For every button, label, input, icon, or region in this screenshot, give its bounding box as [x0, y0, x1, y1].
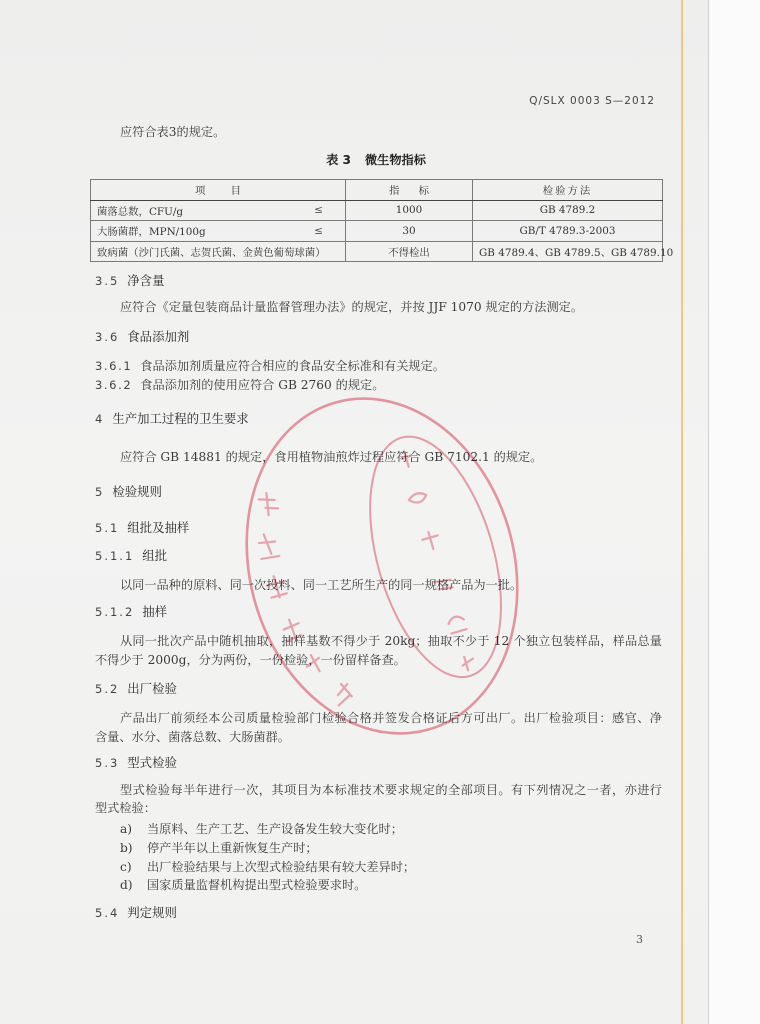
seal-mark: [408, 491, 428, 505]
section-heading-5-4: [95, 905, 177, 921]
seal-mark: [447, 615, 467, 634]
section-heading-5-1: [95, 520, 189, 536]
section-number: 3.6: [95, 330, 120, 344]
list-item-text: 当原料、生产工艺、生产设备发生较大变化时；: [147, 822, 403, 836]
list-item-label: a): [120, 822, 133, 836]
section-heading-5-1-1: [95, 548, 167, 564]
header-item: 项 目: [91, 180, 346, 201]
section-number: 4: [95, 412, 105, 426]
seal-mark: [421, 530, 441, 552]
paragraph-4: 应符合 GB 14881 的规定，食用植物油煎炸过程应符合 GB 7102.1 的规定。: [120, 450, 543, 464]
seal-mark: [258, 491, 279, 517]
intro-text: 应符合表3的规定。: [120, 125, 226, 139]
cell-method: GB 4789.2: [473, 200, 663, 221]
list-item: [95, 877, 662, 893]
list-item-label: b): [120, 841, 133, 855]
microbial-indicator-table: [90, 179, 674, 262]
paragraph-5-1-2-line: 不得少于 2000g，分为两份，一份检验，一份留样备查。: [95, 653, 406, 667]
section-number: 5.1.1: [95, 549, 135, 563]
list-item-label: c): [120, 860, 132, 874]
list-item-label: d): [120, 878, 133, 892]
paragraph-5-1-1: 以同一品种的原料、同一次投料、同一工艺所生产的同一规格产品为一批。: [120, 578, 523, 592]
item-name: 大肠菌群，MPN/100g: [97, 226, 206, 239]
paragraph-5-2-line: 产品出厂前须经本公司质量检验部门检验合格并签发合格证后方可出厂。出厂检验项目：感官、净: [120, 711, 662, 725]
table-header-row: [91, 180, 663, 201]
cell-method: GB/T 4789.3-2003: [473, 221, 663, 242]
table-caption: [90, 152, 662, 168]
cell-item: [91, 200, 346, 221]
section-title: 食品添加剂: [127, 329, 190, 344]
section-number: 3.5: [95, 274, 120, 288]
clause-number: 3.6.1: [95, 359, 133, 373]
seal-mark: [255, 532, 279, 561]
section-number: 5.3: [95, 756, 120, 770]
item-name: 菌落总数，CFU/g: [97, 205, 184, 218]
section-title: 型式检验: [127, 755, 177, 770]
paragraph-5-3-line: 型式检验：: [95, 801, 156, 815]
item-name: 致病菌（沙门氏菌、志贺氏菌、金黄色葡萄球菌）: [97, 246, 326, 259]
section-title: 组批: [142, 548, 168, 563]
cell-value: 30: [346, 221, 473, 242]
section-number: 5.1: [95, 521, 120, 535]
paragraph-5-2-line: 含量、水分、菌落总数、大肠菌群。: [95, 730, 290, 744]
section-title: 抽样: [142, 604, 168, 619]
table-caption-title: 微生物指标: [364, 153, 426, 167]
header-method: 检验方法: [473, 180, 663, 201]
page-number: 3: [636, 933, 643, 946]
cell-item: [91, 241, 346, 262]
list-item-text: 停产半年以上重新恢复生产时；: [147, 841, 318, 855]
section-title: 组批及抽样: [127, 520, 190, 535]
section-title: 生产加工过程的卫生要求: [112, 411, 249, 426]
section-number: 5: [95, 485, 105, 499]
section-number: 5.1.2: [95, 605, 135, 619]
page-edge-line: [708, 0, 709, 1024]
section-heading-5-1-2: [95, 604, 167, 620]
clause-3-6-2: [95, 377, 662, 393]
clause-text: 食品添加剂质量应符合相应的食品安全标准和有关规定。: [140, 359, 445, 373]
clause-text: 食品添加剂的使用应符合 GB 2760 的规定。: [140, 378, 385, 392]
section-heading-5-3: [95, 755, 177, 771]
item-operator: ≤: [314, 204, 323, 217]
clause-number: 3.6.2: [95, 378, 133, 392]
section-title: 净含量: [127, 273, 165, 288]
section-heading-5-2: [95, 681, 177, 697]
cell-value: 不得检出: [346, 241, 473, 262]
seal-mark: [333, 682, 353, 705]
header-index: 指 标: [346, 180, 473, 201]
table-caption-label: 表 3: [326, 153, 351, 167]
paragraph-5-3-line: 型式检验每半年进行一次，其项目为本标准技术要求规定的全部项目。有下列情况之一者，亦进行: [120, 783, 662, 797]
section-number: 5.2: [95, 682, 120, 696]
section-heading-5: [95, 484, 162, 500]
list-item: [95, 859, 662, 875]
right-margin-strip: [709, 0, 760, 1024]
section-title: 出厂检验: [127, 681, 177, 696]
seal-outer-ring: [208, 366, 555, 766]
table-row: [91, 221, 663, 242]
cell-method: GB 4789.4、GB 4789.5、GB 4789.10: [473, 241, 663, 262]
section-heading-3-5: [95, 273, 164, 289]
paragraph-3-5: 应符合《定量包装商品计量监督管理办法》的规定，并按 JJF 1070 规定的方法测定。: [120, 300, 584, 314]
list-item: [95, 821, 662, 837]
binding-line: [681, 0, 683, 1024]
section-number: 5.4: [95, 906, 120, 920]
list-item-text: 国家质量监督机构提出型式检验要求时。: [147, 878, 367, 892]
clause-3-6-1: [95, 358, 662, 374]
document-code: Q/SLX 0003 S—2012: [529, 95, 655, 107]
cell-value: 1000: [346, 200, 473, 221]
list-item-text: 出厂检验结果与上次型式检验结果有较大差异时；: [147, 860, 416, 874]
table-row: [91, 241, 663, 262]
section-heading-3-6: [95, 329, 189, 345]
section-title: 判定规则: [127, 905, 177, 920]
section-heading-4: [95, 411, 249, 427]
section-title: 检验规则: [112, 484, 162, 499]
paragraph-5-1-2-line: 从同一批次产品中随机抽取，抽样基数不得少于 20kg；抽取不少于 12 个独立包装样品，样品总量: [120, 634, 662, 648]
item-operator: ≤: [314, 224, 323, 237]
cell-item: [91, 221, 346, 242]
list-item: [95, 840, 662, 856]
table-row: [91, 200, 663, 221]
